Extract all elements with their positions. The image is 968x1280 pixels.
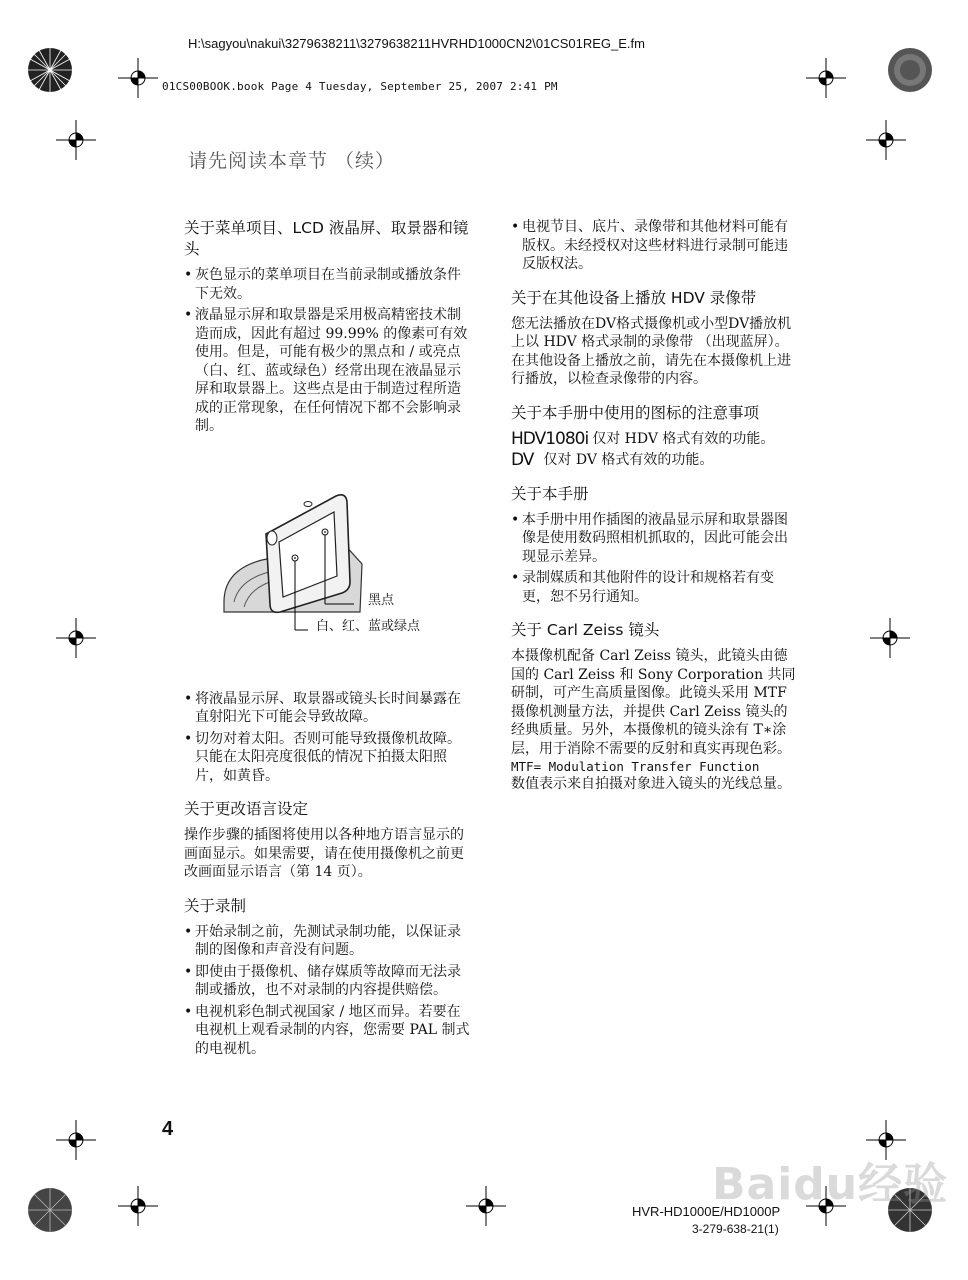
- recording-section: [184, 896, 474, 1059]
- list-item: • 电视节目、底片、录像带和其他材料可能有版权。未经授权对这些材料进行录制可能违反版权法。: [511, 218, 801, 274]
- bullet-list: [511, 511, 801, 607]
- colored-dot-label: 白、红、蓝或绿点: [316, 618, 421, 634]
- section-title: 关于在其他设备上播放 HDV 录像带: [511, 288, 757, 307]
- crosshair-icon: [866, 120, 906, 160]
- list-item: • 本手册中用作插图的液晶显示屏和取景器图像是使用数码照相机抓取的，因此可能会出现显示差异。: [511, 511, 801, 567]
- bullet-list: [511, 218, 801, 274]
- list-item: • 开始录制之前，先测试录制功能，以保证录制的图像和声音没有问题。: [184, 923, 474, 960]
- section-body: 在其他设备上播放之前，请先在本摄像机上进行播放，以检查录像带的内容。: [511, 352, 791, 387]
- page-number: 4: [162, 1118, 174, 1140]
- dv-icon-text: 仅对 DV 格式有效的功能。: [543, 452, 714, 468]
- section-title: 关于本手册中使用的图标的注意事项: [511, 403, 760, 422]
- list-item: • 录制媒质和其他附件的设计和规格若有变更，恕不另行通知。: [511, 569, 801, 606]
- section-title: 关于 Carl Zeiss 镜头: [511, 621, 660, 639]
- model-number: HVR-HD1000E/HD1000P: [632, 1204, 781, 1219]
- mtf-body: 数值表示来自拍摄对象进入镜头的光线总量。: [511, 776, 791, 792]
- section-body: 本摄像机配备 Carl Zeiss 镜头，此镜头由德国的 Carl Zeiss 和 Sony Corporation 共同研制，可产生高质量图像。此镜头采用 MTF 摄像机测量方法，并提供 Carl Zeiss 镜头的经典质量。另外，本摄像机的镜头涂有 T∗涂层，用于消除不需要的反射和真实再现色彩。: [511, 648, 796, 757]
- crosshair-icon: [118, 58, 158, 98]
- crosshair-icon: [806, 58, 846, 98]
- bullet-list: [184, 923, 474, 1059]
- list-item: • 电视机彩色制式视国家 / 地区而异。若要在电视机上观看录制的内容，您需要 PAL 制式的电视机。: [184, 1003, 474, 1059]
- dv-icon: DV: [511, 450, 534, 470]
- part-number: 3-279-638-21(1): [692, 1222, 779, 1236]
- hdv1080i-icon: HDV1080i: [511, 428, 589, 449]
- bullet-list: [184, 266, 474, 436]
- manual-section: [511, 484, 801, 607]
- hdv-icon-note: [511, 430, 801, 449]
- list-item: • 将液晶显示屏、取景器或镜头长时间暴露在直射阳光下可能会导致故障。: [184, 690, 474, 727]
- hdv-playback-section: [511, 288, 801, 389]
- section-body: 操作步骤的插图将使用以各种地方语言显示的画面显示。如果需要，请在使用摄像机之前更改画面显示语言（第 14 页）。: [184, 827, 464, 880]
- icons-section: [511, 403, 801, 470]
- list-item: • 液晶显示屏和取景器是采用极高精密技术制造而成，因此有超过 99.99% 的像素可有效使用。但是，可能有极少的黑点和 / 或亮点 （白、红、蓝或绿色）经常出现在液晶显示屏和取景器上。这些点是由于制造过程所造成的正常现象，在任何情况下都不会影响录制。: [184, 306, 474, 436]
- list-item: • 切勿对着太阳。否则可能导致摄像机故障。只能在太阳亮度很低的情况下拍摄太阳照片，如黄昏。: [184, 730, 474, 786]
- book-info-line: 01CS00BOOK.book Page 4 Tuesday, September 25, 2007 2:41 PM: [162, 80, 558, 93]
- carl-zeiss-section: [511, 620, 801, 794]
- crosshair-icon: [118, 1186, 158, 1226]
- mtf-note: MTF= Modulation Transfer Function: [511, 759, 760, 774]
- section-title: 关于菜单项目、LCD 液晶屏、取景器和镜头: [184, 219, 469, 258]
- camcorder-lcd-drawing: [184, 452, 474, 674]
- crosshair-icon: [56, 120, 96, 160]
- crosshair-icon: [870, 618, 910, 658]
- registration-mark-icon: [20, 1180, 80, 1240]
- list-item: • 灰色显示的菜单项目在当前录制或播放条件下无效。: [184, 266, 474, 303]
- baidu-watermark: Baidu经验: [712, 1159, 949, 1210]
- copyright-note: [511, 218, 801, 274]
- lcd-dots-illustration: [184, 452, 474, 674]
- list-item: • 即使由于摄像机、储存媒质等故障而无法录制或播放，也不对录制的内容提供赔偿。: [184, 963, 474, 1000]
- file-path: H:\sagyou\nakui\3279638211\3279638211HVRHD1000CN2\01CS01REG_E.fm: [188, 36, 645, 51]
- page-title: 请先阅读本章节 （续）: [188, 150, 396, 172]
- crosshair-icon: [56, 618, 96, 658]
- menu-lcd-section: [184, 218, 474, 436]
- dv-icon-note: [511, 451, 801, 470]
- crosshair-icon: [466, 1186, 506, 1226]
- black-dot-label: 黑点: [368, 592, 395, 608]
- registration-mark-icon: [880, 40, 940, 100]
- section-title: 关于本手册: [511, 484, 589, 503]
- hdv-icon-text: 仅对 HDV 格式有效的功能。: [592, 430, 775, 447]
- section-title: 关于更改语言设定: [184, 800, 309, 818]
- sunlight-notes: [184, 690, 474, 786]
- right-column: [511, 218, 801, 808]
- section-body: 您无法播放在DV格式摄像机或小型DV播放机上以 HDV 格式录制的录像带 （出现蓝屏）。: [511, 315, 792, 350]
- crosshair-icon: [56, 1120, 96, 1160]
- left-column: [184, 218, 474, 1072]
- registration-mark-icon: [20, 40, 80, 100]
- language-section: [184, 799, 474, 882]
- bullet-list: [184, 690, 474, 786]
- section-title: 关于录制: [184, 896, 247, 915]
